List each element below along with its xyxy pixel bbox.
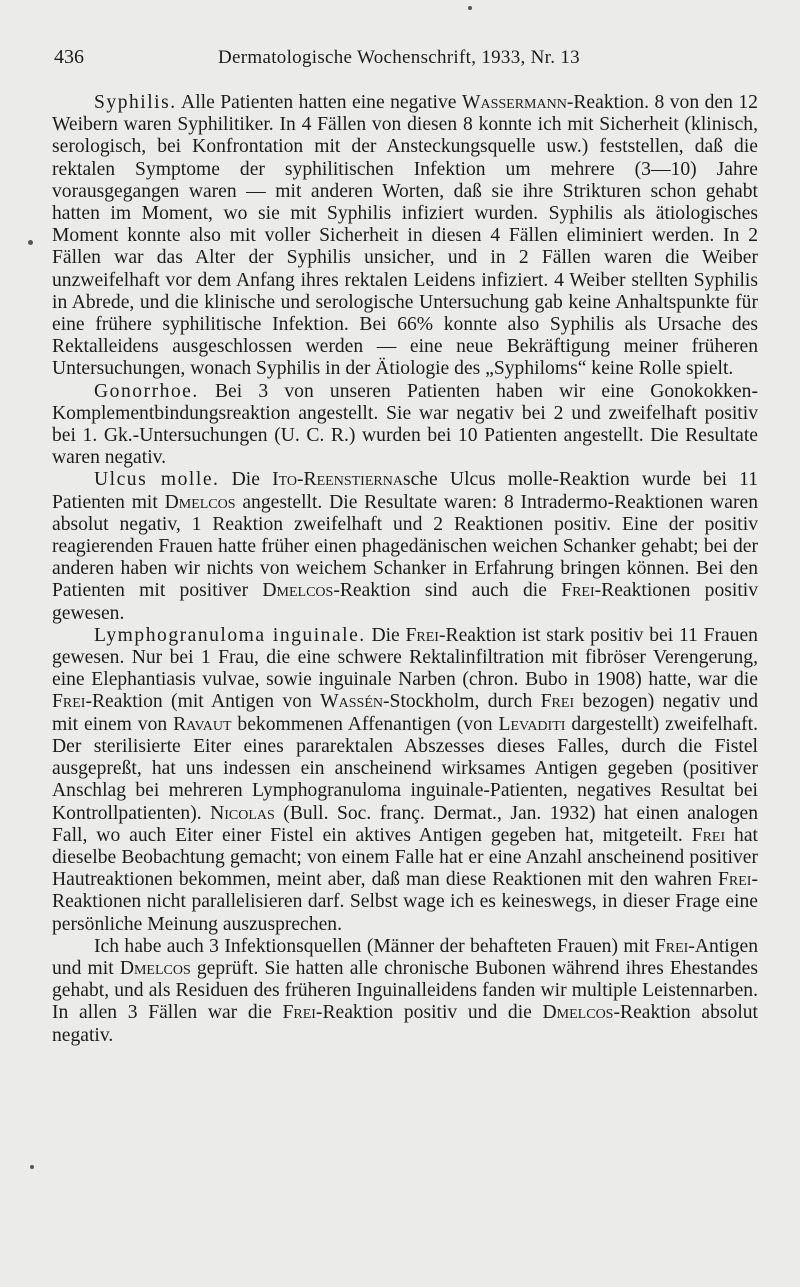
text-run: Die (365, 624, 406, 646)
section-heading: Ulcus molle. (94, 469, 220, 491)
section-heading: Syphilis. (94, 92, 177, 113)
text-run: -Reaktion sind auch die (333, 580, 562, 602)
text-run: dargestellt) zweifelhaft. Der sterilisierte Eiter eines pararektalen Abszesses dieses Falles, durch die Fistel ausgepreßt, hat uns indessen ein anscheinend wirksames Antigen gegeben (positiver Anschlag bei mehreren Lymphogranuloma inguinale-Patienten, negatives Resultat bei Kontrollpatienten). (52, 713, 759, 824)
text-run: -Reaktionen nicht parallelisieren darf. Selbst wage ich es keineswegs, in dieser Frage eine persönliche Meinung auszusprechen. (52, 869, 758, 935)
author-name: Frei (691, 824, 726, 846)
author-name: Frei (718, 869, 752, 891)
text-run: Ich habe auch 3 Infektionsquellen (Männer der behafteten Frauen) mit (94, 935, 655, 957)
text-run: -Reaktion absolut negativ. (52, 1002, 758, 1046)
author-name: Wassén (320, 691, 384, 713)
author-name: Levaditi (498, 713, 566, 735)
scan-speck (30, 1165, 34, 1169)
text-run: hat dieselbe Beobachtung gemacht; von einem Falle hat er eine Anzahl anscheinend positiver Hautreaktionen bekommen, meint aber, daß man diese Reaktionen mit den wahren (52, 824, 758, 891)
section-heading: Lymphogranuloma inguinale. (94, 624, 366, 646)
author-name: Frei (540, 691, 575, 713)
scan-speck (28, 240, 33, 245)
author-name: Nicolas (210, 802, 275, 824)
author-name: Dmelcos (542, 1002, 614, 1024)
text-run: Alle Patienten hatten eine negative (176, 92, 462, 113)
text-run: bezogen) negativ und mit einem von (52, 691, 758, 735)
page-number: 436 (54, 46, 84, 68)
section-heading: Gonorrhoe. (94, 380, 199, 402)
text-run: -Reaktion positiv und die (315, 1002, 543, 1024)
text-run: Bei 3 von unseren Patienten haben wir eine Gonokokken-Komplementbindungsreaktion angestellt. Sie war negativ bei 2 und zweifelhaft positiv bei 1. Gk.-Untersuchungen (U. C. R.) wurden bei 10 Patienten angestellt. Die Resultate waren negativ. (52, 380, 758, 469)
text-run: -Reaktion ist stark positiv bei 11 Frauen gewesen. Nur bei 1 Frau, die eine schwere Rektalinfiltration mit fibröser Verengerung, eine Elephantiasis vulvae, sowie inguinale Narben (chron. Bubo in 1908) hatte, war die (52, 624, 758, 691)
paragraph (52, 469, 758, 624)
author-name: Dmelcos (119, 957, 191, 979)
text-run: (Bull. Soc. franç. Dermat., Jan. 1932) hat einen analogen Fall, wo auch Eiter einer Fistel ein aktives Antigen gegeben hat, mitgeteilt. (52, 802, 759, 846)
text-run: geprüft. Sie hatten alle chronische Bubonen während ihres Ehestandes gehabt, und als Residuen des früheren Inguinalleidens fanden wir multiple Leistennarben. In allen 3 Fällen war die (52, 957, 758, 1024)
author-name: Frei (282, 1002, 316, 1024)
author-name: Frei (405, 624, 439, 646)
author-name: Frei (654, 935, 689, 957)
page-header (48, 46, 768, 76)
paragraph (52, 625, 758, 936)
text-run: -Reaktion (mit Antigen von (85, 691, 321, 713)
running-head: Dermatologische Wochenschrift, 1933, Nr. 13 (218, 47, 580, 68)
paragraph (52, 381, 758, 470)
text-run: -Reaktionen positiv gewesen. (52, 580, 758, 624)
text-run: -Stockholm, durch (383, 691, 541, 713)
text-run: angestellt. Die Resultate waren: 8 Intradermo-Reaktionen waren absolut negativ, 1 Reaktion zweifelhaft und 2 Reaktionen positiv. Eine der positiv reagierenden Frauen hatte früher einen phagedänischen weichen Schanker gehabt; bei der anderen haben wir nichts von weichem Schanker in Erfahrung bringen können. Bei den Patienten mit positiver (52, 491, 758, 602)
author-name: Wassermann (461, 92, 567, 113)
scan-speck (468, 6, 472, 10)
text-run: -Antigen und mit (52, 935, 758, 979)
author-name: Dmelcos (164, 491, 236, 513)
paragraph (52, 92, 758, 381)
author-name: Ito-Reenstierna (272, 469, 403, 491)
text-run: Die (219, 469, 273, 491)
text-run: -Reaktion. 8 von den 12 Weibern waren Syphilitiker. In 4 Fällen von diesen 8 konnte ich mit Sicherheit (klinisch, serologisch, bei Konfrontation mit der Ansteckungsquelle usw.) feststellen, daß die rektalen Symptome der syphilitischen Infektion um mehrere (3—10) Jahre vorausgegangen waren — mit anderen Worten, daß sie ihre Strikturen schon gehabt hatten im Moment, wo sie mit Syphilis infiziert wurden. Syphilis als ätiologisches Moment konnte also mit voller Sicherheit in diesen 4 Fällen eliminiert werden. In 2 Fällen war das Alter der Syphilis unsicher, und in 2 Fällen waren die Weiber unzweifelhaft vor dem Anfang ihres rektalen Leidens infiziert. 4 Weiber stellten Syphilis in Abrede, und die klinische und serologische Untersuchung gab keine Anhaltspunkte für eine frühere syphilitische Infektion. Bei 66% konnte also Syphilis als Ursache des Rektalleidens ausgeschlossen werden — eine neue Bekräftigung meiner früheren Untersuchungen, wonach Syphilis in der Ätiologie des „Syphiloms“ keine Rolle spielt. (52, 92, 758, 380)
author-name: Frei (561, 580, 595, 602)
article-body (52, 92, 758, 1047)
author-name: Dmelcos (262, 580, 334, 602)
author-name: Ravaut (173, 713, 232, 735)
text-run: sche Ulcus molle-Reaktion wurde bei 11 Patienten mit (52, 469, 758, 513)
text-run: bekommenen Affenantigen (von (231, 713, 499, 735)
author-name: Frei (52, 691, 86, 713)
paragraph (52, 936, 758, 1047)
